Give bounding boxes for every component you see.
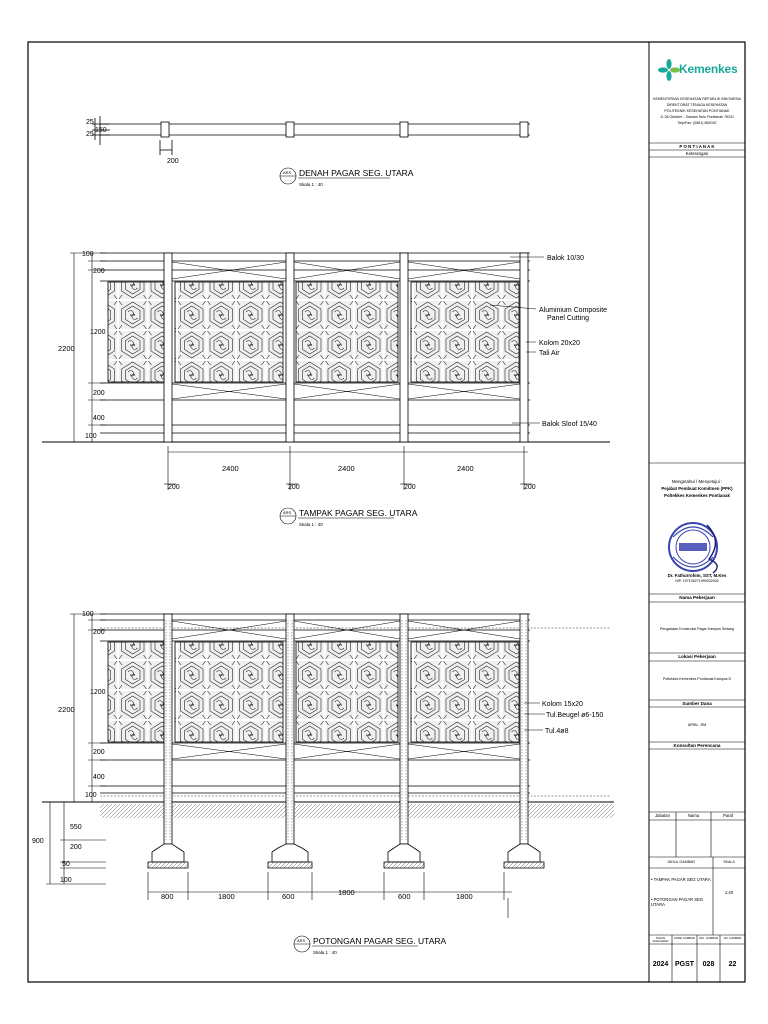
- potongan-title-group: [294, 936, 447, 955]
- approval-line-2: Pejabat Pembuat Komitmen (PPK): [661, 486, 733, 491]
- tampak-scale: Skala 1 : 40: [299, 522, 323, 527]
- potongan-scale: Skala 1 : 40: [313, 950, 337, 955]
- tampak-dim-200-bottom: 200: [93, 390, 105, 397]
- foot-label-kode: KODE GAMBAR: [674, 936, 695, 940]
- judul-item-2-text: POTONGAN PAGAR SEG UTARA: [651, 897, 704, 907]
- sumber-dana-label: Sumber Dana: [682, 701, 712, 706]
- denah-tag: ARS: [283, 170, 292, 175]
- potongan-dim-100-bottom: 100: [85, 792, 97, 799]
- lokasi-label: Lokasi Pekerjaan: [678, 654, 716, 659]
- tampak-label-acp-1: Aluminium Composite: [539, 307, 608, 314]
- denah-dim-150: 150: [95, 127, 107, 134]
- potongan-tag: ARS: [297, 938, 306, 943]
- foot-label-jumlah: JML. GAMBAR: [699, 936, 718, 940]
- potongan-footings: [148, 844, 544, 868]
- approval-line-1: Mengetahui / Menyetujui :: [671, 479, 723, 484]
- skala-label: SKALA: [723, 860, 735, 864]
- tampak-dim-1200: 1200: [90, 329, 106, 336]
- potongan-width-1800-b: 1800: [338, 888, 355, 897]
- potongan-dim-100-top: 100: [82, 611, 94, 618]
- potongan-panel-1: [108, 642, 164, 742]
- tampak-span-1: 2400: [222, 464, 239, 473]
- skala-value: 1:40: [724, 890, 734, 895]
- potongan-panel-3: [296, 642, 398, 742]
- potongan-label-tulangan: Tul.4ø8: [545, 728, 569, 735]
- potongan-title: POTONGAN PAGAR SEG. UTARA: [313, 936, 447, 946]
- tampak-dim-100-bottom: 100: [85, 433, 97, 440]
- foot-value-kode: PGST: [674, 961, 695, 968]
- title-block: [649, 42, 745, 982]
- potongan-dim-400: 400: [93, 774, 105, 781]
- tampak-panel-1: [108, 282, 164, 382]
- denah-dim-25-top: 25: [86, 119, 94, 126]
- denah-dim-200: 200: [167, 158, 179, 165]
- judul-item-1: • TAMPAK PAGAR SEG UTARA: [651, 877, 711, 882]
- denah-title-group: [280, 168, 414, 187]
- judul-item-2: • POTONGAN PAGAR SEG UTARA: [651, 897, 704, 907]
- potongan-dim-900: 900: [32, 838, 44, 845]
- lokasi-value: Poltekkes Kemenkes Pontianak Kampus D: [662, 677, 732, 681]
- potongan-dim-200-bottom: 200: [93, 749, 105, 756]
- foot-value-tahun: 2024: [652, 961, 669, 968]
- potongan-width-800: 800: [161, 892, 174, 901]
- institution-line-1: KEMENTERIAN KESEHATAN REPUBLIK INDONESIA: [653, 97, 741, 101]
- tampak-col-200-1: 200: [168, 484, 180, 491]
- potongan-width-600-b: 600: [398, 892, 411, 901]
- potongan-panel-4: [411, 642, 519, 742]
- potongan-dim-1200: 1200: [90, 689, 106, 696]
- institution-line-3: POLITEKNIK KESEHATAN PONTIANAK: [664, 109, 730, 113]
- denah-scale: Skala 1 : 40: [299, 182, 323, 187]
- sumber-dana-value: APBN - RM: [687, 723, 707, 727]
- potongan-soil-hatch: [100, 804, 614, 818]
- tampak-label-balok: Balok 10/30: [547, 255, 584, 262]
- tampak-span-3: 2400: [457, 464, 474, 473]
- potongan-dim-550: 550: [70, 824, 82, 831]
- institution-line-4: Jl. 28 Oktober - Siantan Hulu Pontianak 78241: [659, 115, 735, 119]
- tampak-dim-200-top: 200: [93, 268, 105, 275]
- tampak-panel-3: [296, 282, 398, 382]
- tampak-tag: ARS: [283, 510, 292, 515]
- foot-label-tahun: TAHUN ANGGARAN: [652, 936, 669, 944]
- potongan-label-kolom: Kolom 15x20: [542, 701, 583, 708]
- denah-dim-25-bottom: 25: [86, 131, 94, 138]
- tampak-col-200-2: 200: [288, 484, 300, 491]
- judul-item-1-text: TAMPAK PAGAR SEG UTARA: [653, 877, 711, 882]
- tampak-panel-4: [411, 282, 519, 382]
- foot-value-nomor: 22: [728, 961, 737, 968]
- tampak-label-kolom: Kolom 20x20: [539, 340, 580, 347]
- tampak-dim-total-2200: 2200: [58, 344, 75, 353]
- official-nip: NIP. 197106271990032002: [675, 579, 719, 583]
- keterangan-label: Keterangan: [685, 151, 709, 156]
- foot-value-jumlah: 028: [702, 961, 715, 968]
- potongan-width-1800-a: 1800: [218, 892, 235, 901]
- tampak-dim-100-top: 100: [82, 251, 94, 258]
- foot-label-nomor: NO. GAMBAR: [723, 936, 742, 940]
- nama-header: Nama: [687, 813, 700, 818]
- potongan-width-1800-c: 1800: [456, 892, 473, 901]
- tampak-label-acp-2: Panel Cutting: [547, 315, 590, 322]
- potongan-width-600-a: 600: [282, 892, 295, 901]
- denah-view: [92, 116, 530, 155]
- potongan-label-begel: Tul.Beugel ø6-150: [546, 712, 604, 719]
- tampak-label-sloof: Balok Sloof 15/40: [542, 421, 597, 428]
- tampak-col-200-4: 200: [524, 484, 536, 491]
- nama-pekerjaan-label: Nama Pekerjaan: [679, 595, 715, 600]
- potongan-dim-total-2200: 2200: [58, 705, 75, 714]
- potongan-dim-100-foot: 100: [60, 877, 72, 884]
- judul-gambar-label: JUDUL GAMBAR: [666, 860, 696, 864]
- potongan-panel-2: [175, 642, 283, 742]
- tampak-title: TAMPAK PAGAR SEG. UTARA: [299, 508, 418, 518]
- logo-text: Kemenkes: [679, 62, 738, 76]
- potongan-dim-200-foot: 200: [70, 844, 82, 851]
- institution-line-5: Telp/Fax: (0561) 882032: [677, 121, 717, 125]
- potongan-dim-200-top: 200: [93, 629, 105, 636]
- tampak-title-group: [280, 508, 418, 527]
- official-name: Dr. Fathurrohim, SST, M.Kes: [667, 573, 727, 578]
- potongan-dim-50: 50: [62, 861, 70, 868]
- tampak-col-200-3: 200: [404, 484, 416, 491]
- tampak-dim-400: 400: [93, 415, 105, 422]
- nama-pekerjaan-value: Pengadaan Konstruksi Pagar Kampus Sintang: [659, 627, 735, 631]
- institution-line-2: DIREKTORAT TENAGA KESEHATAN: [666, 103, 728, 107]
- jabatan-header: Jabatan: [655, 813, 670, 818]
- konsultan-label: Konsultan Perencana: [673, 743, 721, 748]
- approval-line-3: Poltekkes Kemenkes Pontianak: [664, 493, 730, 498]
- tampak-label-tali-air: Tali Air: [539, 350, 560, 357]
- tampak-span-2: 2400: [338, 464, 355, 473]
- paraf-header: Paraf: [722, 813, 733, 818]
- denah-title: DENAH PAGAR SEG. UTARA: [299, 168, 414, 178]
- tampak-panel-2: [175, 282, 283, 382]
- city-name: P O N T I A N A K: [679, 144, 715, 149]
